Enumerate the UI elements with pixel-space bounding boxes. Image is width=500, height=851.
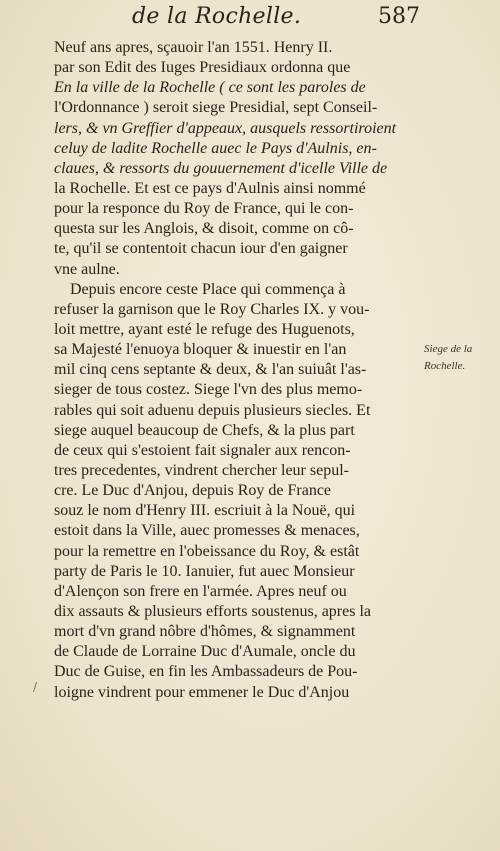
text-line: tres precedentes, vindrent chercher leur sepul-: [54, 461, 349, 479]
text-line: Depuis encore ceste Place qui commença à: [70, 280, 346, 298]
text-line: estoit dans la Ville, auec promesses & menaces,: [54, 522, 360, 540]
text-line: party de Paris le 10. Ianuier, fut auec Monsieur: [54, 562, 355, 580]
text-line: refuser la garnison que le Roy Charles IX. y vou-: [54, 300, 370, 318]
page-header: [0, 4, 500, 36]
text-line: cre. Le Duc d'Anjou, depuis Roy de France: [54, 482, 332, 500]
margin-note-line: Siege de la: [424, 343, 473, 355]
text-line: pour la responce du Roy de France, qui le con-: [54, 200, 354, 218]
body-text: [54, 38, 426, 703]
text-line: sieger de tous costez. Siege l'vn des plus memo-: [54, 381, 363, 399]
text-line: dix assauts & plusieurs efforts soustenus, apres la: [54, 602, 371, 620]
text-line: par son Edit des Iuges Presidiaux ordonna que: [54, 59, 351, 77]
text-line: souz le nom d'Henry III. escriuit à la Nouë, qui: [54, 502, 356, 520]
text-line: d'Alençon son frere en l'armée. Apres neuf ou: [54, 582, 347, 600]
text-line: pour la remettre en l'obeissance du Roy, & estât: [54, 542, 360, 560]
text-line: de ceux qui s'estoient fait signaler aux rencon-: [54, 441, 351, 459]
text-line: loigne vindrent pour emmener le Duc d'Anjou: [54, 683, 350, 701]
text-line: sa Majesté l'enuoya bloquer & inuestir en l'an: [54, 341, 347, 359]
text-line: siege auquel beaucoup de Chefs, & la plus part: [54, 421, 355, 439]
side-mark: /: [33, 680, 38, 694]
text-line: l'Ordonnance ) seroit siege Presidial, sept Conseil-: [54, 99, 378, 117]
text-line: rables qui soit aduenu depuis plusieurs siecles. Et: [54, 401, 371, 419]
text-line: de Claude de Lorraine Duc d'Aumale, oncle du: [54, 643, 356, 661]
text-line: lers, & vn Greffier d'appeaux, ausquels ressortiroient: [54, 119, 397, 137]
margin-note: [424, 341, 494, 375]
text-line: la Rochelle. Et est ce pays d'Aulnis ainsi nommé: [54, 179, 366, 197]
text-line: En la ville de la Rochelle ( ce sont les paroles de: [54, 79, 366, 97]
text-line: Neuf ans apres, sçauoir l'an 1551. Henry II.: [54, 39, 333, 56]
text-line: questa sur les Anglois, & disoit, comme on cô-: [54, 220, 354, 238]
text-line: vne aulne.: [54, 260, 120, 278]
text-line: claues, & ressorts du gouuernement d'icelle Ville de: [54, 159, 388, 177]
text-line: celuy de ladite Rochelle auec le Pays d'Aulnis, en-: [54, 139, 377, 157]
text-line: loit mettre, ayant esté le refuge des Huguenots,: [54, 320, 355, 338]
text-line: mort d'vn grand nôbre d'hômes, & signamment: [54, 623, 356, 641]
page-number: 587: [378, 4, 420, 29]
text-line: mil cinq cens septante & deux, & l'an suiuât l'as-: [54, 361, 367, 379]
text-line: te, qu'il se contentoit chacun iour d'en gaigner: [54, 240, 348, 258]
text-line: Duc de Guise, en fin les Ambassadeurs de Pou-: [54, 663, 358, 681]
running-head: de la Rochelle.: [132, 4, 302, 29]
margin-note-line: Rochelle.: [424, 360, 466, 372]
